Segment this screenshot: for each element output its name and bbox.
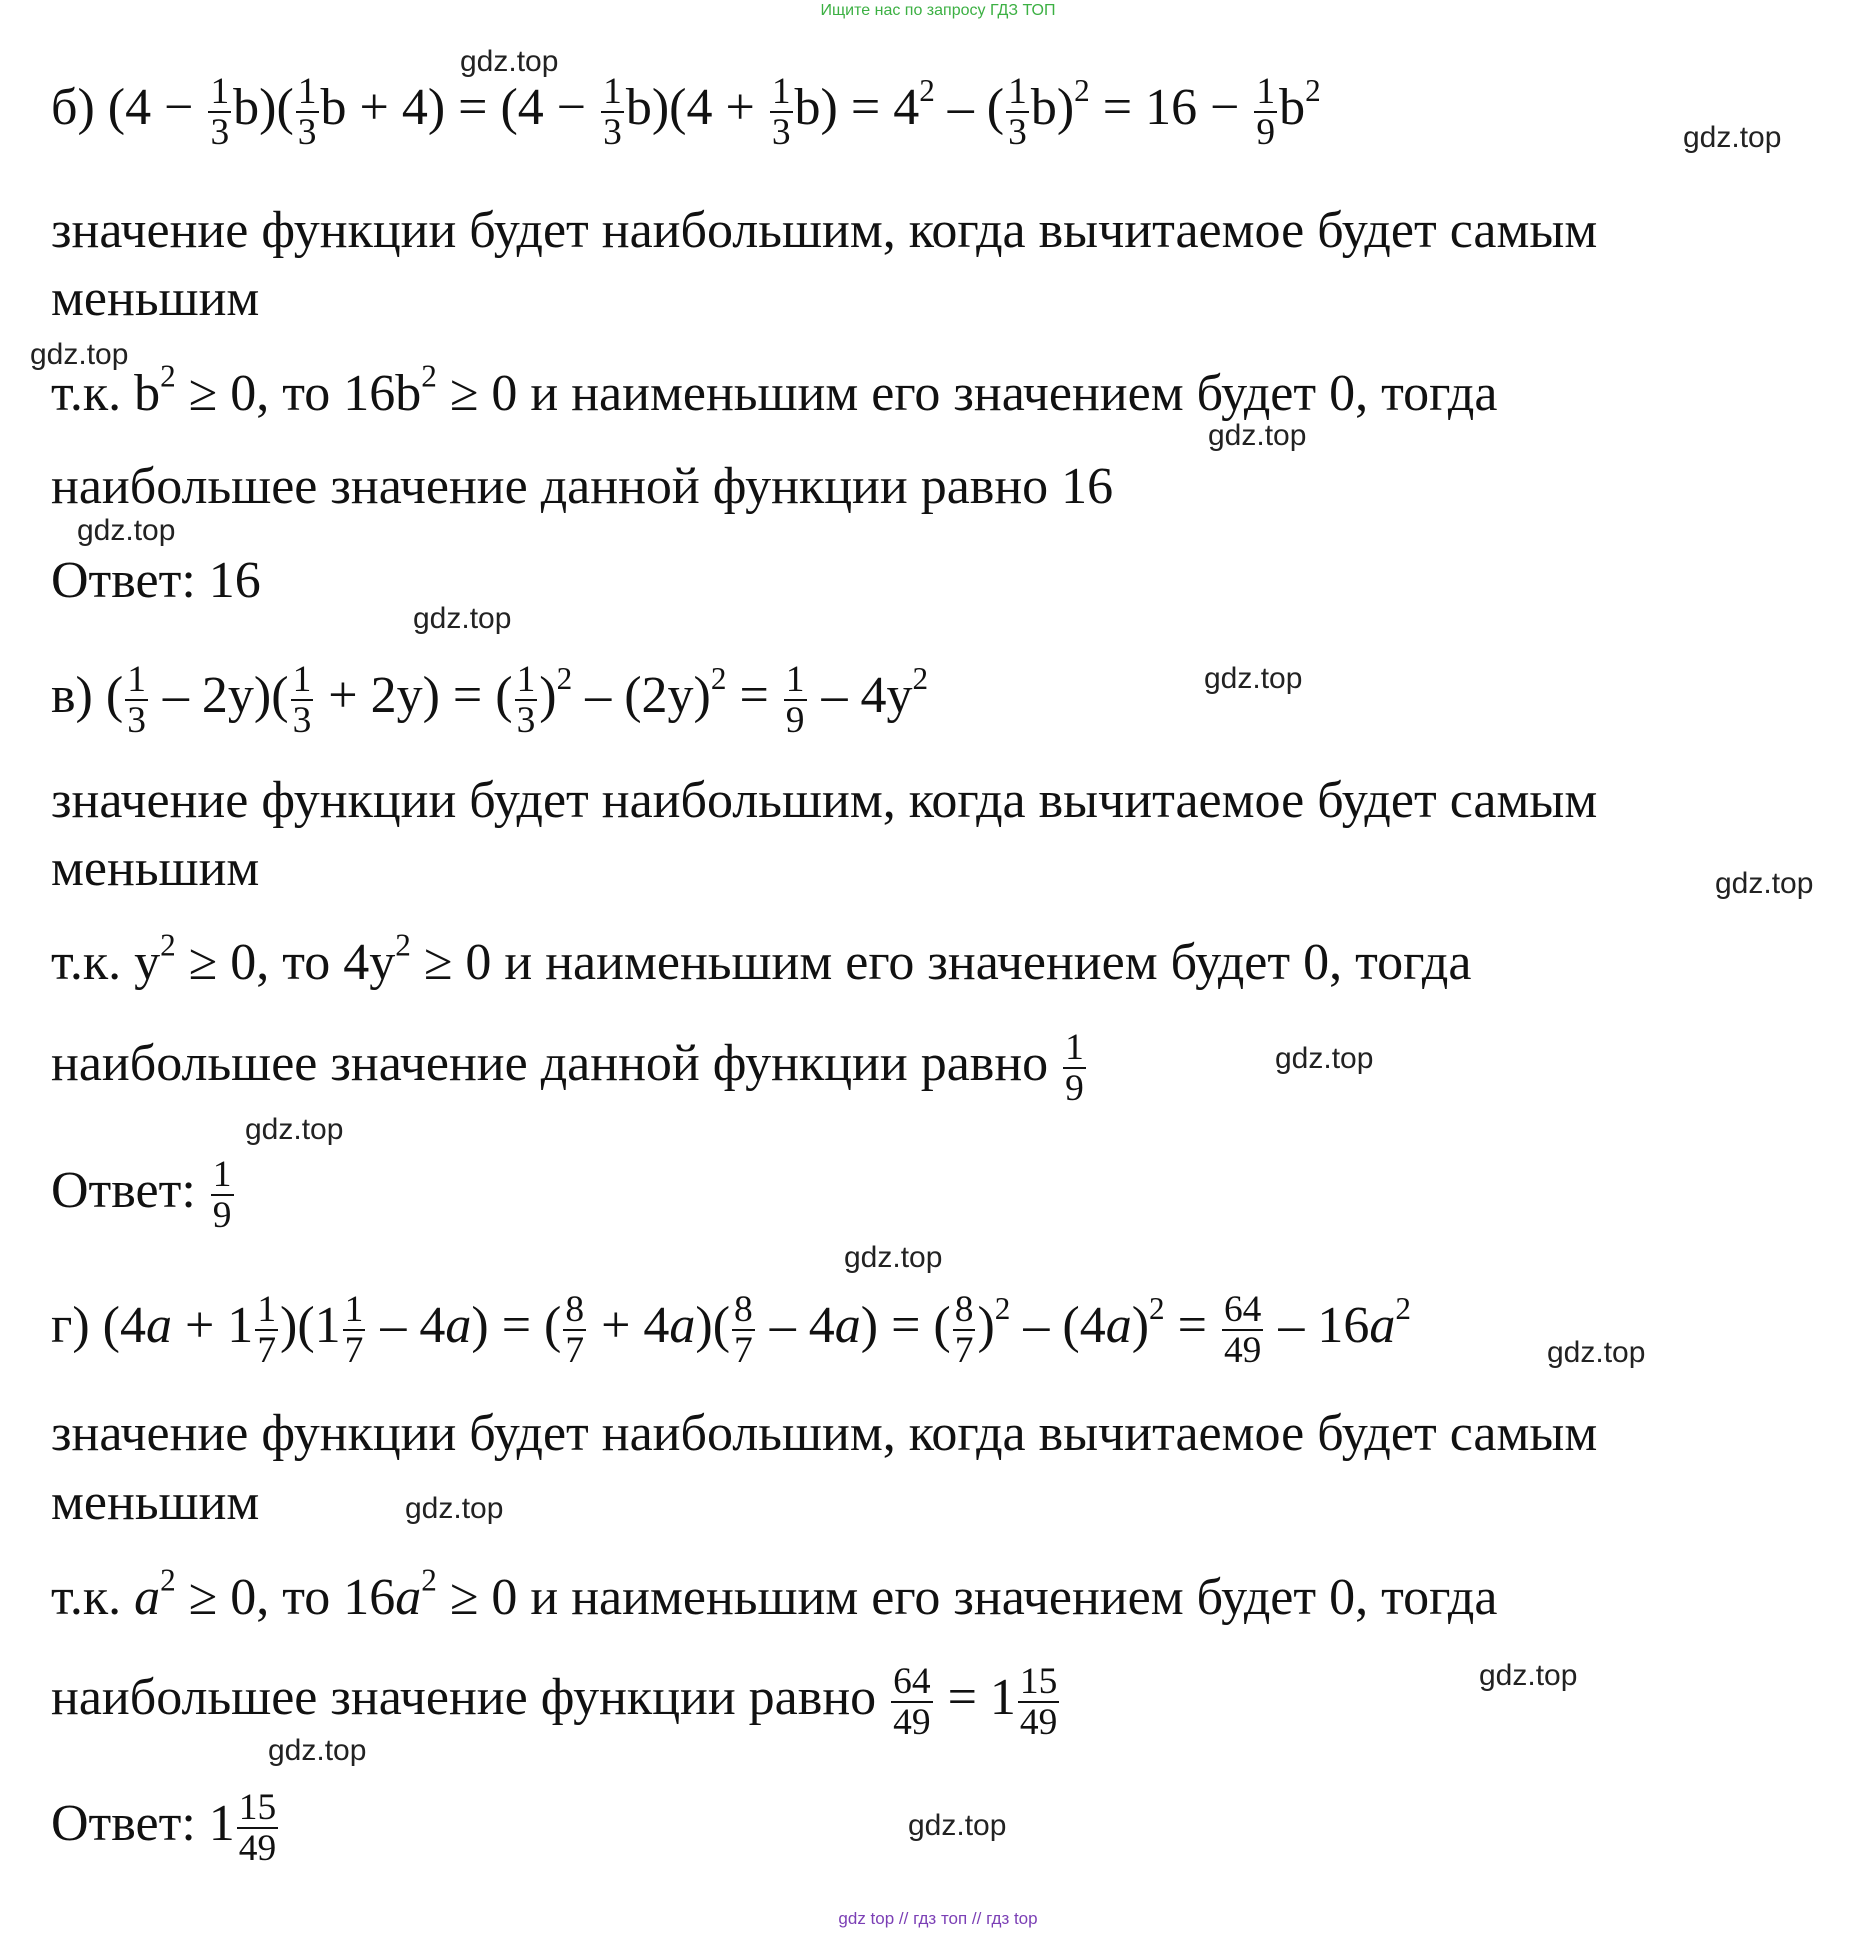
watermark: gdz.top — [77, 514, 176, 547]
part-b-answer-value: 16 — [208, 552, 261, 609]
part-v-condition-line1: значение функции будет наибольшим, когда вычитаемое будет самым — [51, 772, 1598, 829]
watermark: gdz.top — [1547, 1336, 1646, 1369]
part-g-equation: г) (4a + 1 $\frac{1}{7}$ )(1 $\frac{1}{7}$ – 4a) = ( $\frac{8}{7}$ + 4a)( $\frac{8}{7}$ – 4a) = ( $\frac{8}{7}$ )$^2 - (4a)^2$ = $\frac{64}{49}$ – $16a^2$ — [51, 1289, 1411, 1372]
watermark: gdz.top — [1204, 662, 1303, 695]
part-g-condition-line1: значение функции будет наибольшим, когда вычитаемое будет самым — [51, 1405, 1598, 1462]
part-b-answer — [51, 552, 261, 609]
watermark: gdz.top — [30, 338, 129, 371]
part-v-nonneg-line: т.к. $y^2 \ge 0$, то $4y^2 \ge 0$ и наименьшим его значением будет 0, тогда — [51, 927, 1472, 991]
part-g-answer: Ответ: 1 $\frac{15}{49}$ — [51, 1787, 277, 1870]
part-g-result-text: наибольшее значение функции равно — [51, 1669, 877, 1727]
part-g-label: г) — [51, 1297, 90, 1355]
watermark: gdz.top — [908, 1809, 1007, 1842]
part-b-equation: б) (4 − $\frac{1}{3}$ b)( $\frac{1}{3}$ b + 4) = (4 − $\frac{1}{3}$ b)(4 + $\frac{1}{3}$ $b) = 4^2$ – ( $\frac{1}{3}$ b)$^2$ = 16 − $\frac{1}{9}$ $b^2$ — [51, 71, 1321, 154]
part-b-result-line: наибольшее значение данной функции равно 16 — [51, 458, 1114, 515]
watermark: gdz.top — [413, 602, 512, 635]
watermark: gdz.top — [268, 1734, 367, 1767]
part-b-condition-line2: меньшим — [51, 270, 260, 327]
watermark: gdz.top — [1479, 1659, 1578, 1692]
page-header-search-hint: Ищите нас по запросу ГДЗ ТОП — [820, 2, 1056, 19]
part-v-result-text: наибольшее значение данной функции равно — [51, 1035, 1049, 1093]
watermark: gdz.top — [1208, 419, 1307, 452]
part-g-result-line: наибольшее значение функции равно $\frac{64}{49}$ = 1 $\frac{15}{49}$ — [51, 1661, 1058, 1744]
part-v-answer-label: Ответ: — [51, 1162, 196, 1220]
part-b-answer-label: Ответ: — [51, 552, 196, 609]
part-g-nonneg-tail: и наименьшим его значением будет 0, тогда — [517, 1569, 1498, 1626]
watermark: gdz.top — [1275, 1042, 1374, 1075]
watermark: gdz.top — [405, 1492, 504, 1525]
part-b-label: б) — [51, 79, 95, 137]
watermark: gdz.top — [1715, 867, 1814, 900]
part-b-condition-line1: значение функции будет наибольшим, когда вычитаемое будет самым — [51, 202, 1598, 259]
page-footer: gdz top // гдз топ // гдз top — [838, 1909, 1038, 1928]
part-v-equation: в) ( $\frac{1}{3}$ – 2y)( $\frac{1}{3}$ + 2y) = ( $\frac{1}{3}$ )$^2 - (2y)^2$ = $\frac{1}{9}$ – $4y^2$ — [51, 659, 929, 742]
part-g-nonneg-line: т.к. $a^2 \ge 0$, то $16a^2 \ge 0$ и наименьшим его значением будет 0, тогда — [51, 1562, 1498, 1626]
part-b-nonneg-line: т.к. $b^2 \ge 0$, то $16b^2 \ge 0$ и наименьшим его значением будет 0, тогда — [51, 358, 1498, 422]
watermark: gdz.top — [844, 1241, 943, 1274]
watermark: gdz.top — [1683, 121, 1782, 154]
part-v-nonneg-tail: и наименьшим его значением будет 0, тогда — [491, 934, 1472, 991]
part-g-answer-label: Ответ: — [51, 1795, 196, 1853]
part-g-condition-line2: меньшим — [51, 1474, 260, 1531]
watermark: gdz.top — [460, 45, 559, 78]
part-v-condition-line2: меньшим — [51, 840, 260, 897]
part-b-nonneg-tail: и наименьшим его значением будет 0, тогда — [517, 365, 1498, 422]
part-v-answer: Ответ: $\frac{1}{9}$ — [51, 1154, 232, 1237]
part-v-result-line: наибольшее значение данной функции равно $\frac{1}{9}$ — [51, 1027, 1084, 1110]
watermark: gdz.top — [245, 1113, 344, 1146]
part-v-label: в) — [51, 667, 93, 725]
